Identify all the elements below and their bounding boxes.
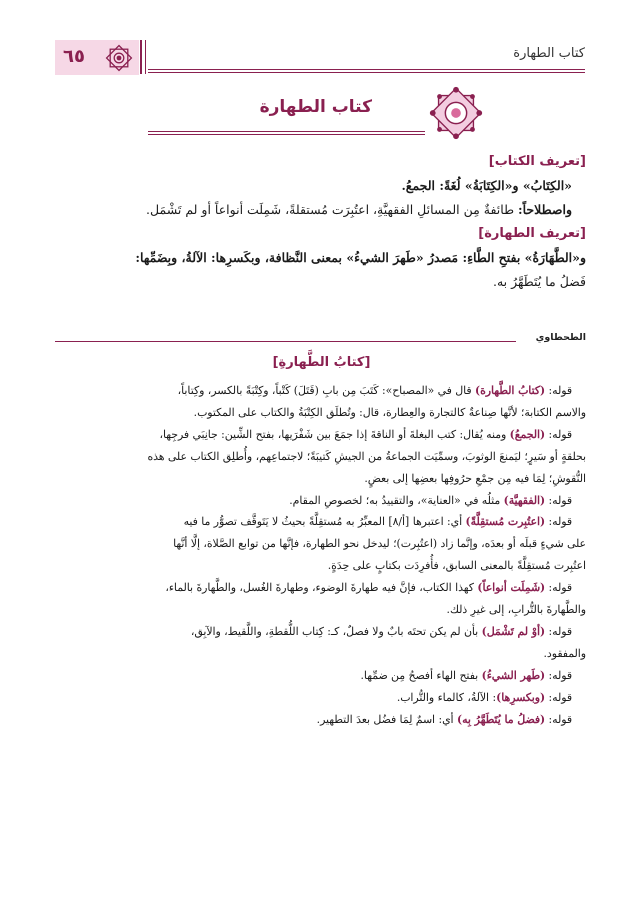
commentary-line [55, 665, 586, 687]
quoted-term: (شَمِلَت أنواعاً) [477, 581, 546, 595]
main-paragraph [55, 198, 586, 222]
quote-label: قوله: [545, 624, 572, 638]
commentary-line [55, 621, 586, 643]
commentary-title: [كتابُ الطَّهارةِ] [272, 355, 371, 370]
commentary-text: النُّقوشِ؛ لِمَا فيه مِن جمْعِ حرُوفِها بعضِها إلى بعضٍ. [364, 471, 586, 485]
commentary-line [55, 555, 586, 577]
commentary-text: على شيءٍ قبلَه أو بعدَه، وإنَّما زاد (اعتُبِرت)؛ ليدخل نحو الطهارة، فإنَّها من توابع الصَّلاة، إلَّا أنَّها [173, 537, 586, 551]
quote-label: قوله: [545, 712, 572, 726]
header-divider [140, 40, 142, 74]
commentary-line [55, 468, 586, 490]
commentary-line [55, 577, 586, 599]
running-header-title: كتاب الطهارة [513, 46, 585, 61]
commentary-line [55, 446, 586, 468]
commentary-text: اعتُبِرت مُستقِلَّةً بالمعنى السابق، فأُفرِدَت بكتابٍ على حِدَةٍ. [327, 559, 586, 573]
commentary-text: أي: اسمٌ لِمَا فضُل بعدَ التطهير. [316, 712, 457, 726]
commentary-line [55, 402, 586, 424]
commentary-text: والمفقود. [543, 646, 586, 660]
main-paragraph: «الكِتَابُ» و«الكِتَابَةُ» لُغَةً: الجمعُ. [401, 178, 572, 193]
commentary-text: بحلقةٍ أو سَيرٍ؛ ليَمنعَ الوثوبَ، وسمِّيَت الجماعةُ من الجيشِ كَتيبَةً؛ لاجتماعِهم، وأُطلِق الكتاب على هذه [147, 449, 586, 463]
quoted-term: (كتابُ الطَّهارة) [474, 384, 546, 397]
commentary-text: مثلُه في «العناية»، والتقييدُ به؛ لخصوصِ المقام. [289, 493, 504, 507]
commentary-text: أي: اعتبرها [أ/٨] المعبِّرُ به مُستقِلَّةً بحيثُ لا يَتَوقَّف تصوُّر ما فيه [183, 515, 466, 529]
margin-label: الطحطاوي [535, 332, 586, 343]
quote-label: قوله: [545, 384, 572, 397]
commentary-line [55, 599, 586, 621]
quote-label: قوله: [545, 581, 572, 595]
quote-label: قوله: [545, 427, 572, 441]
chapter-title-rule [148, 134, 425, 135]
chapter-ornament-icon [425, 82, 487, 144]
main-text [55, 150, 586, 294]
quoted-term: (فضلُ ما يُتَطَهَّرُ بِه) [456, 712, 546, 726]
quoted-term: (الفقهيَّة) [503, 493, 546, 507]
chapter-title: كتاب الطهارة [259, 97, 372, 117]
header-divider [145, 40, 146, 74]
quoted-term: (اعتُبِرت مُستقِلَّةً) [465, 515, 546, 529]
commentary-text: كهذا الكتاب، فإنَّ فيه طهارةَ الوضوء، وطهارةَ الغُسل، والطَّهارةَ بالماء، [165, 581, 478, 595]
main-paragraph: فَضلُ ما يُتَطَهَّرُ به. [492, 274, 586, 289]
commentary-line [55, 490, 586, 512]
commentary-text: : الآلةُ، كالماء والتُّراب. [396, 690, 497, 704]
chapter-title-rule [148, 131, 425, 132]
main-paragraph: و«الطَّهَارَةُ» بفتحِ الطَّاءِ: مَصدرُ «طَهرَ الشيءُ» بمعنى النَّظافة، وبكَسرِها: الآلةُ، وبِضَمِّها: [135, 250, 586, 265]
commentary-line [55, 687, 586, 709]
header-rule [148, 69, 585, 70]
quote-label: قوله: [545, 515, 572, 529]
commentary-line [55, 380, 586, 402]
commentary-line [55, 643, 586, 665]
commentary-line [55, 709, 586, 731]
commentary-text: بأن لم يكن تحتَه بابٌ ولا فصلٌ، كـ: كِتاب اللُّقطةِ، واللَّقيط، والآبِق، [190, 624, 482, 638]
page-number: ٦٥ [63, 46, 85, 67]
definition-lead: واصطلاحاً: [518, 202, 572, 217]
commentary-text: بفتح الهاء أفصحُ مِن ضمِّها. [360, 668, 482, 682]
section-heading: [تعريف الطهارة] [478, 226, 586, 241]
commentary-text: والاسم الكتابة؛ لأنَّها صِناعةٌ كالتجارة والعِطارة، قال: وتُطلَق الكِتْبَةُ والكتاب على المكتوب. [193, 405, 586, 419]
commentary-text: ومنه يُقال: كتب البغلةَ أو الناقةَ إذا جمَعَ بين شَفْرَيها، بفتح الشِّين: جانِبَي فرجِها، [159, 427, 510, 441]
commentary-line [55, 424, 586, 446]
quoted-term: (وبكسرِها) [496, 690, 546, 704]
quoted-term: (طَهر الشيءُ) [481, 668, 546, 682]
page-number-box [55, 40, 139, 75]
quoted-term: (الجمعُ) [509, 427, 546, 441]
commentary-text: والطَّهارةَ بالتُّرابِ، إلى غيرِ ذلك. [446, 603, 586, 617]
commentary-line [55, 533, 586, 555]
commentary-separator [55, 341, 516, 342]
commentary [55, 380, 586, 731]
quote-label: قوله: [545, 493, 572, 507]
quote-label: قوله: [545, 668, 572, 682]
header-rule [148, 72, 585, 73]
quoted-term: (أوْ لم تَشْمَل) [481, 624, 546, 638]
commentary-line [55, 511, 586, 533]
definition-text: طائفةٌ مِن المسائلِ الفقهيَّةِ، اعتُبِرَت مُستقلةً، شَمِلَت أنواعاً أو لم تَشْمَل. [146, 202, 518, 217]
star-ornament-icon [103, 42, 135, 74]
quote-label: قوله: [545, 690, 572, 704]
commentary-text: قال في «المصباح»: كَتَبَ مِن بابِ (قَتَلَ) كَتْباً، وكِتْبَةً بالكسر، وكِتاباً، [177, 384, 475, 397]
section-heading: [تعريف الكتاب] [488, 154, 586, 169]
